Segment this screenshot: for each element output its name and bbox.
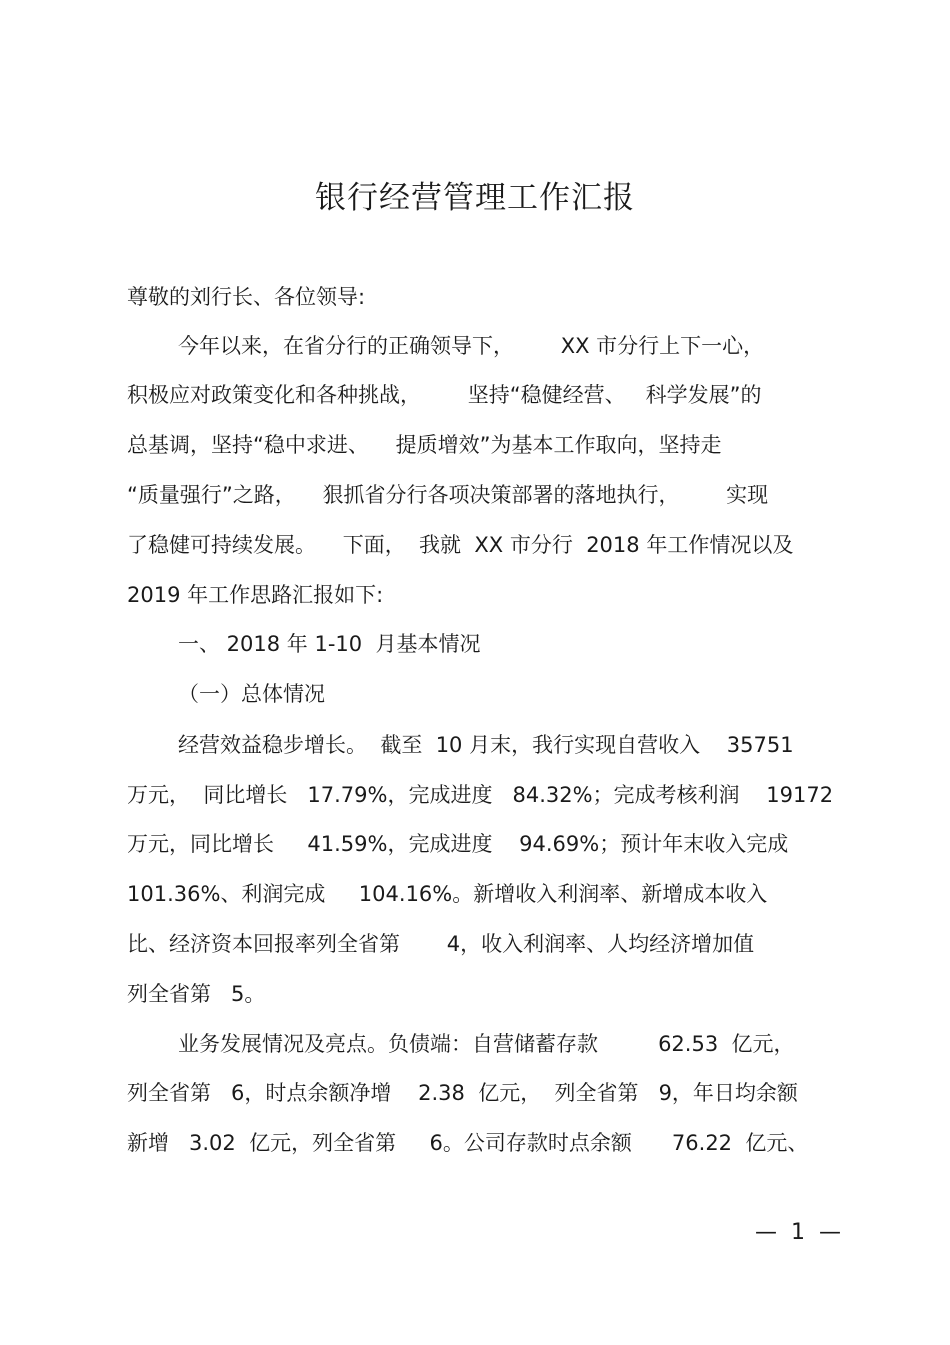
text-line: 了稳健可持续发展。 下面， 我就 XX 市分行 2018 年工作情况以及: [127, 533, 794, 557]
text-line: 总基调，坚持“稳中求进、 提质增效”为基本工作取向，坚持走: [127, 433, 722, 457]
text-line: “质量强行”之路， 狠抓省分行各项决策部署的落地执行， 实现: [127, 483, 769, 507]
text-line: 新增 3.02 亿元，列全省第 6。公司存款时点余额 76.22 亿元、: [127, 1131, 809, 1155]
text-line: 列全省第 6，时点余额净增 2.38 亿元， 列全省第 9，年日均余额: [127, 1081, 798, 1105]
text-line: 万元，同比增长 41.59%，完成进度 94.69%；预计年末收入完成: [127, 832, 789, 856]
text-line: 101.36%、利润完成 104.16%。新增收入利润率、新增成本收入: [127, 882, 768, 906]
document-title: 银行经营管理工作汇报: [315, 180, 635, 216]
text-line: 万元， 同比增长 17.79%，完成进度 84.32%；完成考核利润 19172: [127, 783, 834, 807]
section-heading: 一、 2018 年 1-10 月基本情况: [178, 632, 481, 656]
text-line: 积极应对政策变化和各种挑战， 坚持“稳健经营、 科学发展”的: [127, 383, 762, 407]
text-line: 列全省第 5。: [127, 982, 266, 1006]
subsection-heading: （一）总体情况: [178, 682, 325, 706]
text-line: 比、经济资本回报率列全省第 4，收入利润率、人均经济增加值: [127, 932, 755, 956]
text-line: 业务发展情况及亮点。负债端：自营储蓄存款 62.53 亿元，: [178, 1032, 795, 1056]
page-number: — 1 —: [755, 1220, 841, 1245]
text-line: 今年以来，在省分行的正确领导下， XX 市分行上下一心，: [178, 334, 765, 358]
text-line: 2019 年工作思路汇报如下:: [127, 583, 384, 607]
salutation-line: 尊敬的刘行长、各位领导:: [127, 285, 366, 309]
text-line: 经营效益稳步增长。 截至 10 月末，我行实现自营收入 35751: [178, 733, 794, 757]
